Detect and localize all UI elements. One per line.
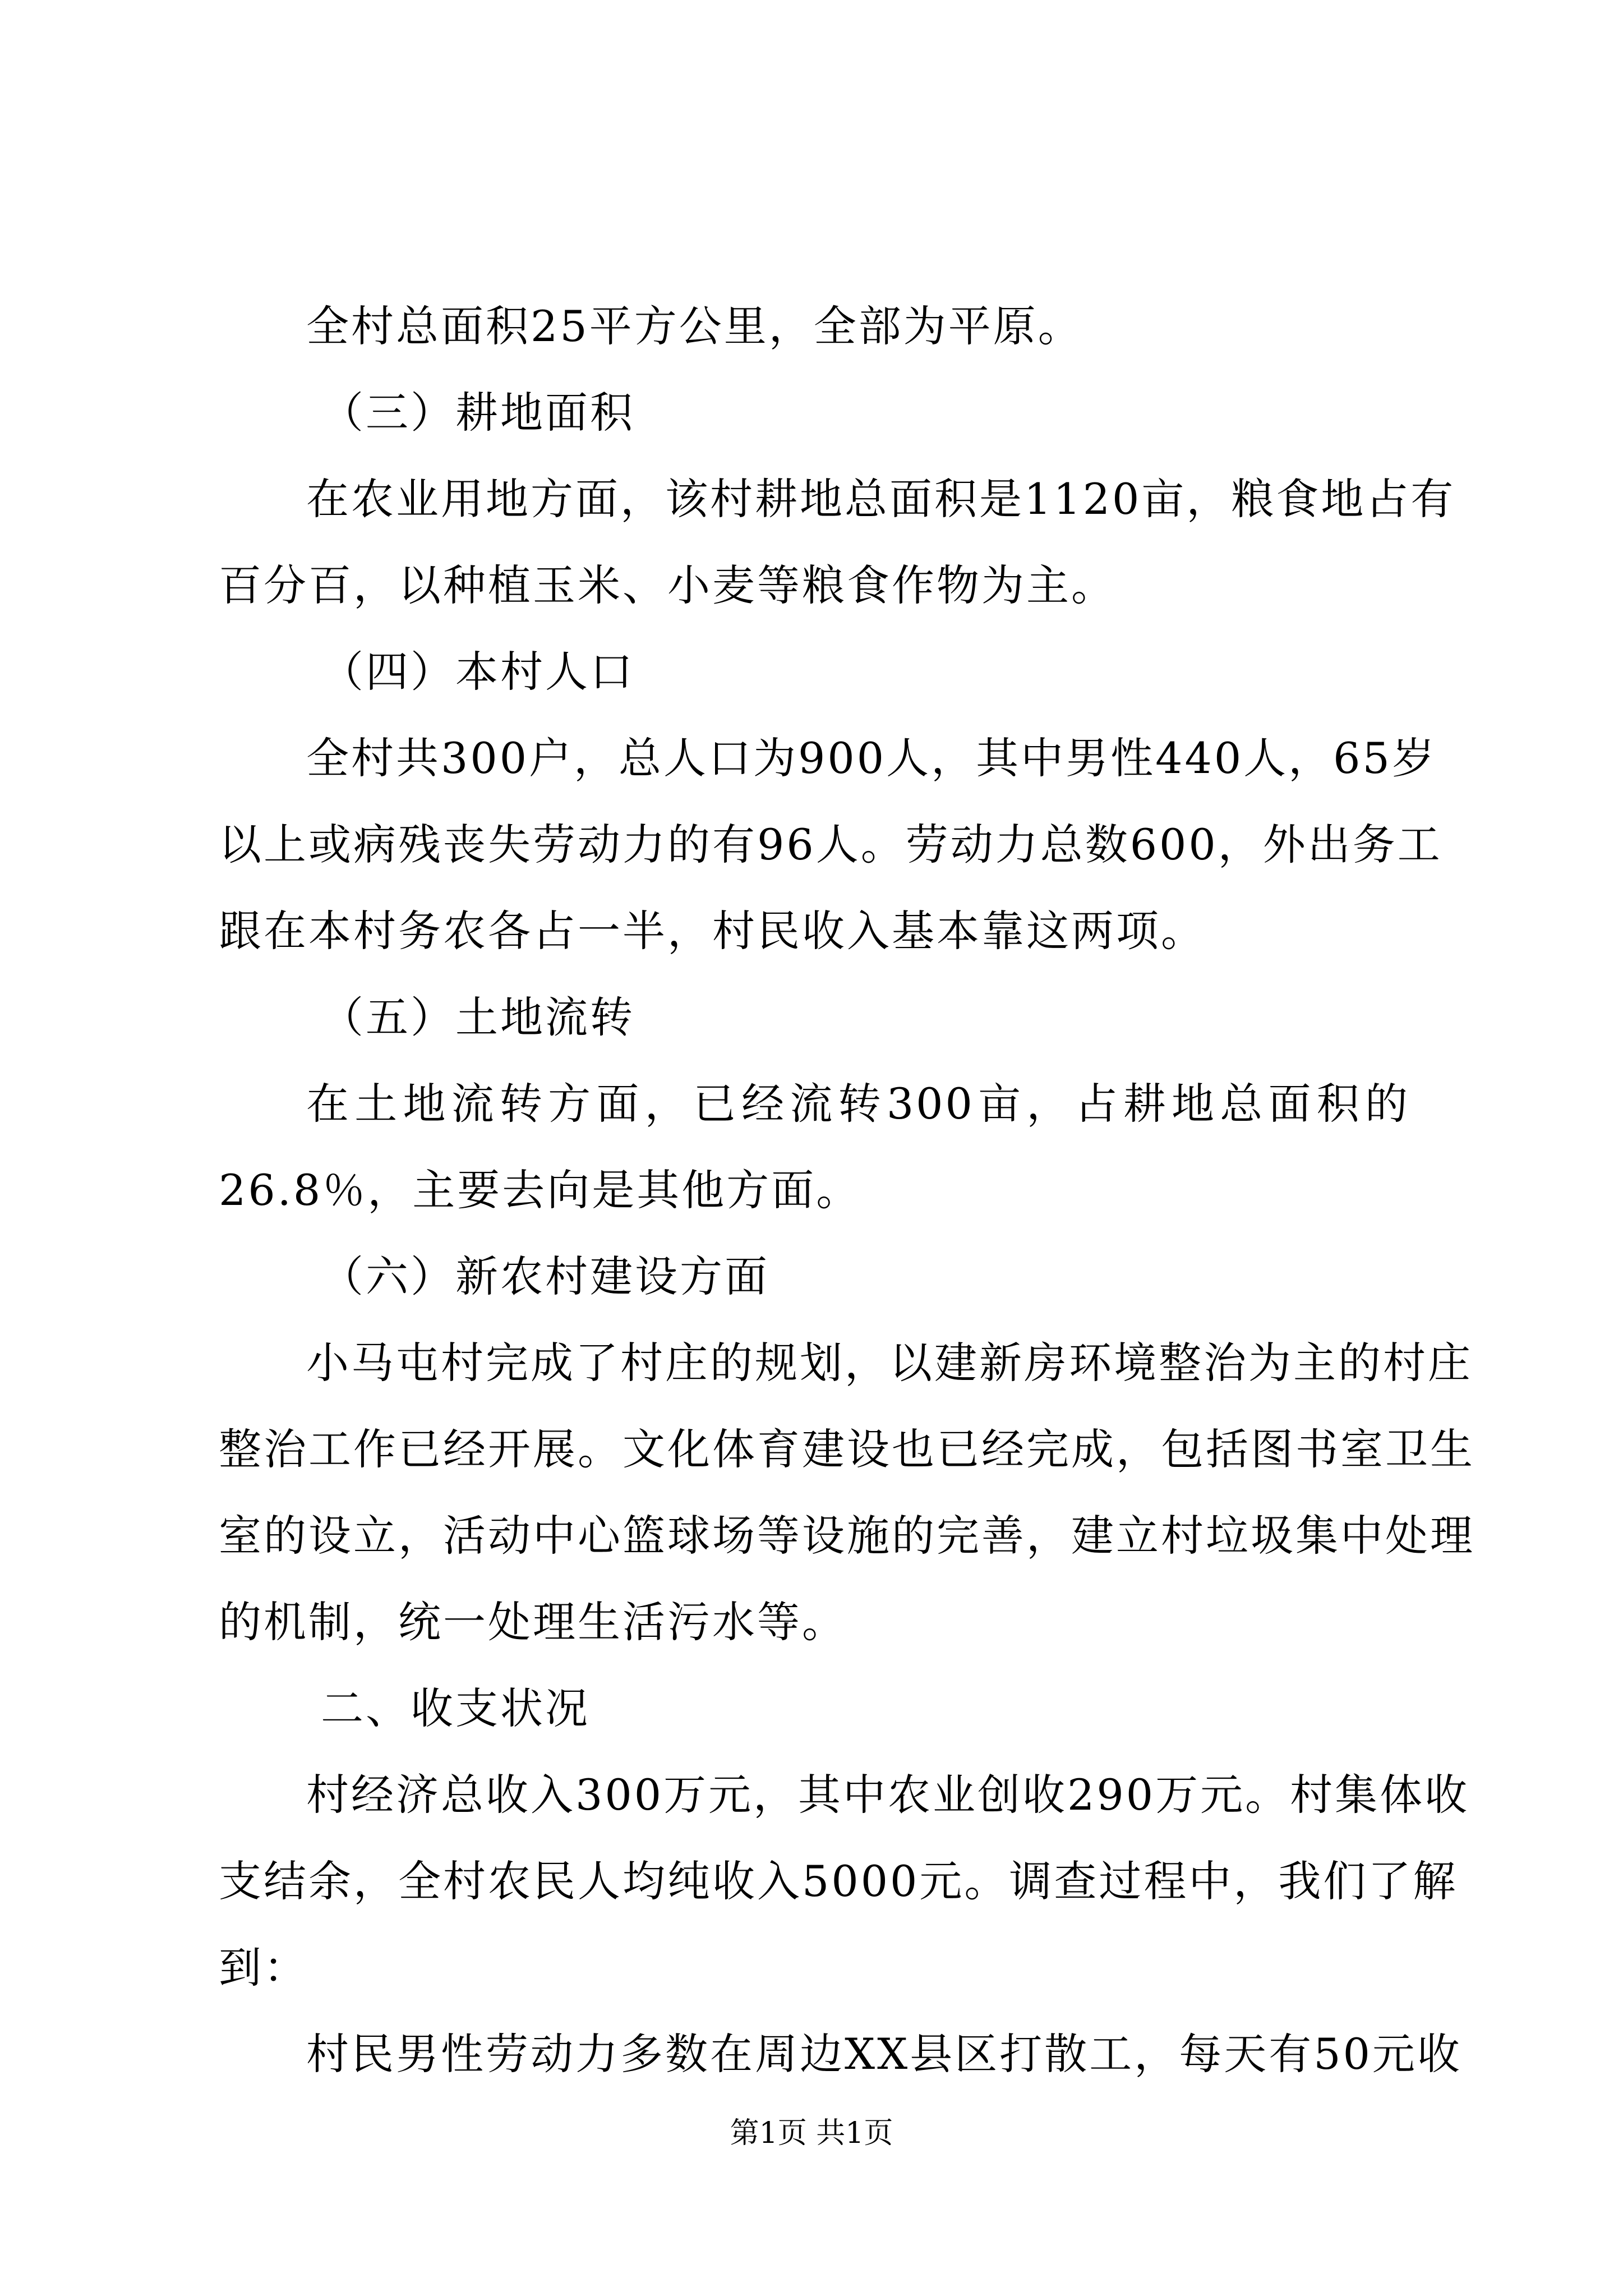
paragraph-land-transfer-line-1: 在土地流转方面，已经流转300亩，占耕地总面积的 — [306, 1079, 1410, 1129]
section-heading-5: （五）土地流转 — [321, 992, 635, 1042]
paragraph-labor-line-1: 村民男性劳动力多数在周边XX县区打散工，每天有50元收 — [306, 2029, 1462, 2079]
section-heading-4: （四）本村人口 — [321, 647, 635, 697]
page-footer: 第1页 共1页 — [730, 2116, 893, 2150]
paragraph-land-transfer-line-2: 26.8％，主要去向是其他方面。 — [219, 1165, 861, 1215]
section-heading-income: 二、收支状况 — [321, 1683, 590, 1733]
paragraph-population-line-3: 跟在本村务农各占一半，村民收入基本靠这两项。 — [219, 906, 1206, 956]
paragraph-income-line-3: 到： — [219, 1943, 308, 1993]
section-heading-6: （六）新农村建设方面 — [321, 1251, 769, 1301]
paragraph-area: 全村总面积25平方公里，全部为平原。 — [306, 301, 1083, 351]
paragraph-population-line-1: 全村共300户，总人口为900人，其中男性440人，65岁 — [306, 733, 1437, 783]
paragraph-farmland-line-1: 在农业用地方面，该村耕地总面积是1120亩，粮食地占有 — [306, 474, 1456, 524]
section-heading-3: （三）耕地面积 — [321, 388, 635, 438]
paragraph-farmland-line-2: 百分百，以种植玉米、小麦等粮食作物为主。 — [219, 560, 1116, 610]
paragraph-income-line-1: 村经济总收入300万元，其中农业创收290万元。村集体收 — [306, 1770, 1470, 1820]
paragraph-rural-construction-line-3: 室的设立，活动中心篮球场等设施的完善，建立村垃圾集中处理 — [219, 1511, 1475, 1561]
paragraph-population-line-2: 以上或病残丧失劳动力的有96人。劳动力总数600，外出务工 — [219, 820, 1442, 869]
paragraph-income-line-2: 支结余，全村农民人均纯收入5000元。调查过程中，我们了解 — [219, 1856, 1458, 1906]
paragraph-rural-construction-line-4: 的机制，统一处理生活污水等。 — [219, 1597, 847, 1647]
paragraph-rural-construction-line-1: 小马屯村完成了村庄的规划，以建新房环境整治为主的村庄 — [306, 1338, 1473, 1388]
paragraph-rural-construction-line-2: 整治工作已经开展。文化体育建设也已经完成，包括图书室卫生 — [219, 1424, 1475, 1474]
